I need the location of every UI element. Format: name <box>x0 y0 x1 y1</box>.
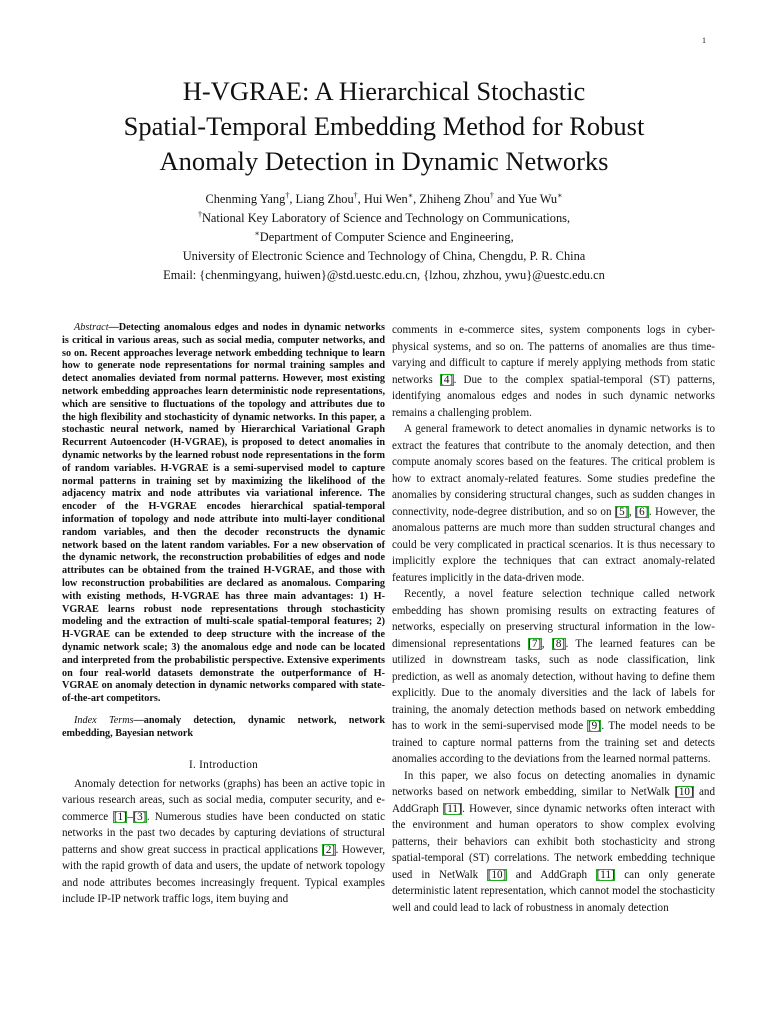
body-paragraph <box>62 776 385 908</box>
paragraph-text: – <box>127 810 133 823</box>
citation-link[interactable]: [10] <box>675 786 694 798</box>
affiliation-line <box>40 247 728 266</box>
paragraph-text: and AddGraph <box>506 868 597 881</box>
affiliation-mark: † <box>489 191 494 200</box>
paragraph-text: . However, since dynamic networks often interact with the environment and human operators to show complex evolving patterns, their behaviors can exhibit both stochasticity and strong spatial-temporal (ST) correlations. The network embedding technique used in NetWalk <box>392 802 715 881</box>
citation-link[interactable]: [1] <box>113 810 127 823</box>
author-name: Liang Zhou <box>295 192 354 206</box>
affiliation-mark: † <box>285 191 290 200</box>
paragraph-text: Recently, a novel feature selection technique called network embedding has shown promising results on extracting features of networks, especially on preserving structural information in the low-dimensional representations <box>392 588 715 650</box>
paragraph-text: . Numerous studies have been conducted on static networks in the past two decades by capturing deviations of structural patterns and show great success in practical applications <box>62 810 386 856</box>
affiliation-mark: ∗ <box>254 229 260 238</box>
citation-link[interactable]: [11] <box>596 868 615 881</box>
author-name: Chenming Yang <box>205 192 286 206</box>
affiliation-line <box>40 228 728 247</box>
affiliation-mark: ∗ <box>407 191 414 200</box>
author-name: Zhiheng Zhou <box>419 192 490 206</box>
author-name: Yue Wu <box>517 192 558 206</box>
paragraph-text: Anomaly detection for networks (graphs) has been an active topic in various research areas, such as social media, computer security, and e-commerce <box>62 777 385 823</box>
paragraph-text: A general framework to detect anomalies in dynamic networks is to extract the features that contribute to the anomaly detection, and then compute anomaly scores based on the features. The critical problem is how to extract anomaly-related features. Some studies predefine the anomalies by considering structural changes, such as sudden changes in connectivity, node-degree distribution, and so on <box>392 423 715 518</box>
body-paragraph <box>392 421 715 586</box>
paragraph-text: can only generate deterministic latent representation, which cannot model the stochasticity well and could lead to lack of robustness in anomaly detection <box>392 868 715 914</box>
index-terms-label: Index Terms <box>74 714 134 726</box>
author-separator: , <box>357 192 364 206</box>
author-separator: , <box>289 192 296 206</box>
citation-link[interactable]: [9] <box>587 720 601 732</box>
paragraph-text: , <box>541 637 552 650</box>
paragraph-text: , <box>628 505 635 518</box>
citation-link[interactable]: [8] <box>552 637 566 650</box>
paragraph-text: . Due to the complex spatial-temporal (ST) patterns, identifying anomalous edges and nodes in such dynamic networks remains a challenging problem. <box>392 373 715 419</box>
citation-link[interactable]: [6] <box>635 505 649 518</box>
citation-link[interactable]: [10] <box>487 868 507 881</box>
paragraph-text: and AddGraph <box>392 786 715 815</box>
affiliation-text: Department of Computer Science and Engineering, <box>259 230 514 244</box>
paragraph-text: In this paper, we also focus on detecting anomalies in dynamic networks based on network embedding, similar to NetWalk <box>392 769 715 798</box>
abstract <box>62 322 385 706</box>
email-text: Email: {chenmingyang, huiwen}@std.uestc.edu.cn, {lzhou, zhzhou, ywu}@uestc.edu.cn <box>163 268 605 282</box>
body-paragraph <box>392 586 715 768</box>
paragraph-text: . However, the anomalous patterns are much more than sudden structural changes and could be very complicated in practical scenarios. It is thus necessary to implicitly explore the techniques that can extract anomaly-related features implicitly in the data-driven mode. <box>392 505 715 584</box>
affiliation-mark: † <box>353 191 358 200</box>
citation-link[interactable]: [4] <box>440 373 454 386</box>
index-terms-text: —anomaly detection, dynamic network, network embedding, Bayesian network <box>62 714 385 739</box>
paragraph-text: . However, with the rapid growth of data and users, the update of network topology and node attributes becomes increasingly frequent. Typical examples include IP-IP network traffic logs, item buying and <box>62 843 385 905</box>
citation-link[interactable]: [7] <box>528 637 542 650</box>
paragraph-text: comments in e-commerce sites, system components logs in cyber-physical systems, and so on. The patterns of anomalies are thus time-varying and difficult to capture if merely applying methods from static networks <box>392 324 715 386</box>
paragraph-text: . The model needs to be trained to capture normal patterns from the training set and detects anomalies according to the deviations from the learned normal patterns. <box>392 720 715 765</box>
right-column <box>392 322 715 916</box>
affiliation-text: University of Electronic Science and Technology of China, Chengdu, P. R. China <box>182 249 586 263</box>
email-line <box>40 266 728 285</box>
section-heading: I. Introduction <box>188 758 259 771</box>
affiliation-mark: ∗ <box>557 191 563 200</box>
title-line: H-VGRAE: A Hierarchical Stochastic <box>182 76 586 106</box>
author-name: Hui Wen <box>363 192 408 206</box>
citation-link[interactable]: [2] <box>322 843 336 856</box>
abstract-label: Abstract <box>74 322 109 333</box>
citation-link[interactable]: [5] <box>615 505 629 518</box>
body-paragraph <box>392 768 715 917</box>
title-line: Spatial-Temporal Embedding Method for Robust <box>123 111 645 141</box>
author-names <box>40 190 728 209</box>
left-column <box>62 322 385 908</box>
author-block <box>40 190 728 285</box>
citation-link[interactable]: [3] <box>133 810 147 823</box>
author-separator: and <box>493 192 518 206</box>
index-terms <box>62 715 385 741</box>
author-separator: , <box>413 192 420 206</box>
title-line: Anomaly Detection in Dynamic Networks <box>159 146 609 176</box>
page-number: 1 <box>702 36 706 45</box>
paragraph-text: . The learned features can be utilized in downstream tasks, such as node classification, link prediction, as well as anomaly detection, without having to define them explicitly. Due to the anomaly diversities and the lack of labels for training, the anomaly detection methods based on network embedding has to work in the semi-supervised mode <box>392 637 715 732</box>
citation-link[interactable]: [11] <box>443 802 462 815</box>
affiliation-text: National Key Laboratory of Science and Technology on Communications, <box>201 211 571 225</box>
abstract-text: —Detecting anomalous edges and nodes in dynamic networks is critical in various areas, such as social media, computer networks, and so on. Recent approaches leverage network embedding technique to learn how to generate node representations for normal training samples and detect anomalies deviated from normal patterns. However, most existing network embedding approaches learn deterministic node representations, which are sensitive to fluctuations of the topology and attributes due to the high flexibility and stochasticity of dynamic networks. In this paper, a stochastic neural network, named by Hierarchical Variational Graph Recurrent Autoencoder (H-VGRAE), is proposed to detect anomalies in dynamic networks by the learned robust node representations in the form of random variables. H-VGRAE is a semi-supervised model to capture normal patterns in training set by maximizing the likelihood of the adjacency matrix and node attributes via variational inference. The encoder of the H-VGRAE encodes hierarchical spatial-temporal information of topology and node attribute into multi-layer conditional random variables, and then the decoder reconstructs the dynamic network based on the latent random variables. For a new observation of the dynamic network, the reconstruction probabilities of edges and node attributes can be obtained from the trained H-VGRAE, and those with low reconstruction probabilities are declared as anomalous. Comparing with existing methods, H-VGRAE has three main advantages: 1) H-VGRAE learns robust node representations through stochasticity modeling and the extraction of multi-scale spatial-temporal features; 2) H-VGRAE can be extended to deep structure with the increase of the dynamic network scale; 3) the anomalous edge and node can be located and interpreted from the probabilistic perspective. Extensive experiments on four real-world datasets demonstrate the outperformance of H-VGRAE on anomaly detection in dynamic networks compared with state-of-the-art competitors. <box>62 322 385 705</box>
paper-title <box>40 74 728 179</box>
affiliation-mark: † <box>197 210 202 219</box>
body-paragraph <box>392 322 715 421</box>
affiliation-line <box>40 209 728 228</box>
